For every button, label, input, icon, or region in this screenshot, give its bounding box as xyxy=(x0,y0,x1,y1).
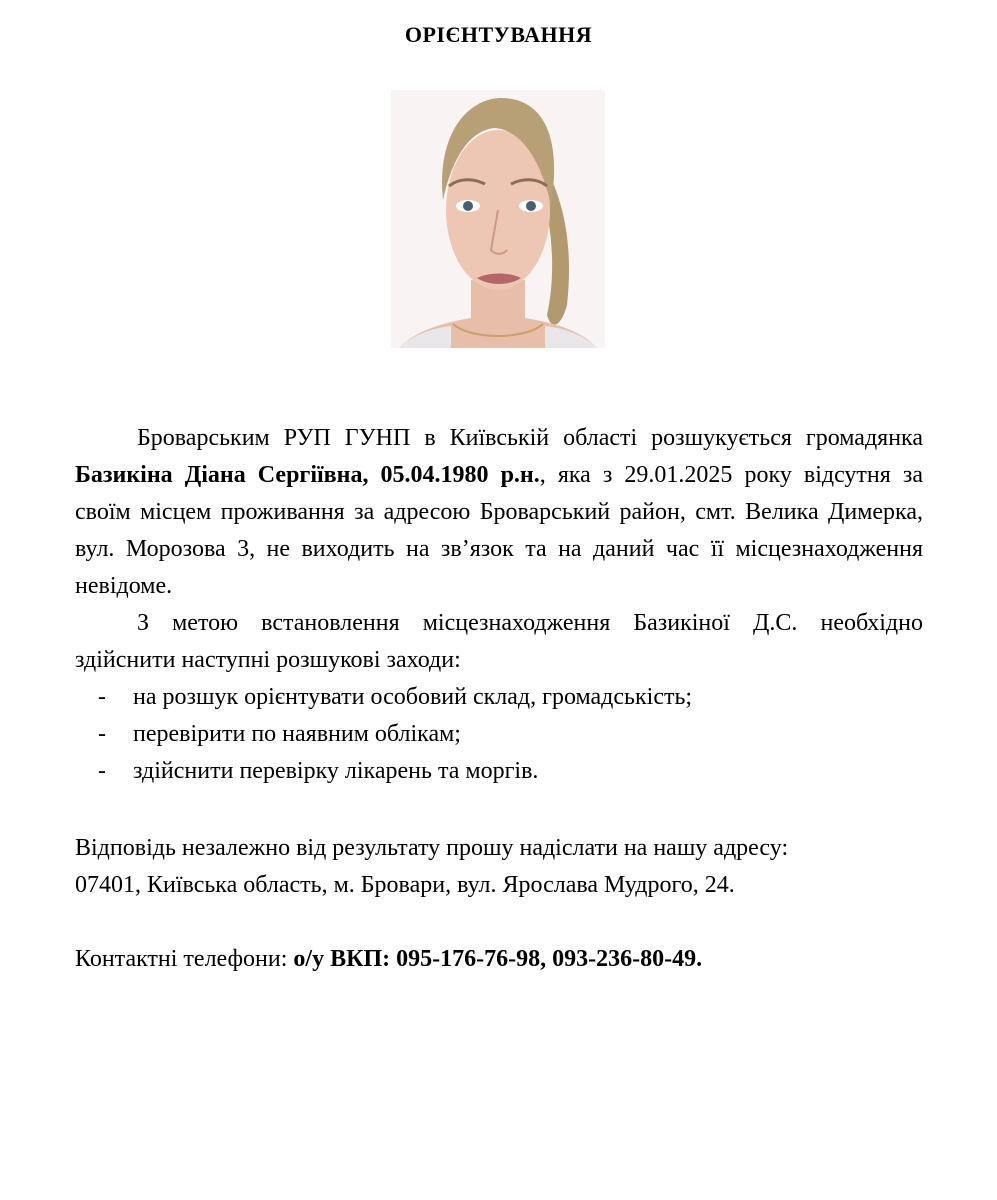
list-item: - перевірити по наявним облікам; xyxy=(75,716,923,753)
person-name-dob: Базикіна Діана Сергіївна, 05.04.1980 р.н. xyxy=(75,462,540,488)
paragraph-missing-person xyxy=(75,420,923,605)
contact-phones xyxy=(75,941,935,978)
reply-address xyxy=(75,830,935,904)
measures-list xyxy=(75,679,923,790)
list-item: - здійснити перевірку лікарень та моргів. xyxy=(75,753,923,790)
contacts-label: Контактні телефони: xyxy=(75,946,294,972)
reply-line-2: 07401, Київська область, м. Бровари, вул. Ярослава Мудрого, 24. xyxy=(75,872,735,898)
reply-line-1: Відповідь незалежно від результату прошу надіслати на нашу адресу: xyxy=(75,835,789,861)
paragraph-rest: , яка з 29.01.2025 року відсутня за своїм місцем проживання за адресою Броварський район, смт. Велика Димерка, вул. Морозова 3, не виходить на зв’язок та на даний час її місцезнаходження невідоме. xyxy=(75,462,923,599)
paragraph-measures-intro: З метою встановлення місцезнаходження Базикіної Д.С. необхідно здійснити наступні розшукові заходи: xyxy=(75,610,923,673)
page-title: ОРІЄНТУВАННЯ xyxy=(404,22,593,47)
contacts-value: о/у ВКП: 095-176-76-98, 093-236-80-49. xyxy=(293,946,703,972)
list-item: - на розшук орієнтувати особовий склад, громадськість; xyxy=(75,679,923,716)
portrait-icon xyxy=(391,90,605,348)
paragraph-intro: Броварським РУП ГУНП в Київській області розшукується громадянка xyxy=(137,425,923,451)
notice-body xyxy=(75,420,923,790)
portrait-photo xyxy=(391,90,605,348)
